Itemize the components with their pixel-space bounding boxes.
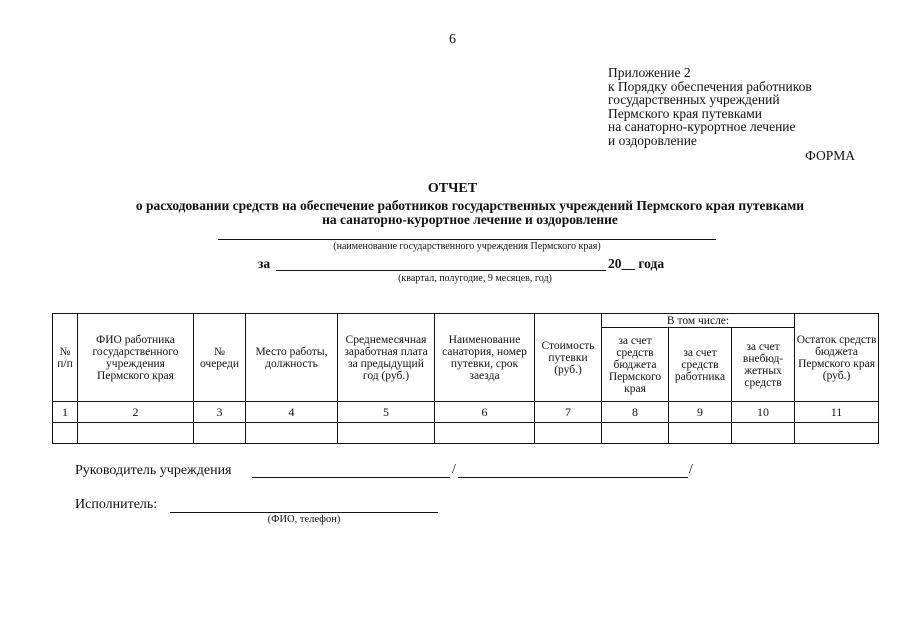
header-col-8: за счет средств бюджета Пермского края [602,328,669,402]
table-cell [246,423,338,444]
column-number: 1 [53,402,78,423]
appendix-line: Пермского края путевками [608,105,763,121]
header-col-9: за счет средств работника [669,328,732,402]
table-cell [795,423,879,444]
period-line [276,270,606,271]
executor-caption: (ФИО, телефон) [267,514,341,525]
appendix-line: к Порядку обеспечения работников [608,78,812,94]
table-cell [732,423,795,444]
institution-caption: (наименование государственного учреждения Пермского края) [333,241,601,252]
head-label: Руководитель учреждения [75,463,232,478]
column-number: 3 [194,402,246,423]
table-cell [435,423,535,444]
period-year: 20__ года [608,256,665,271]
report-subtitle-line: о расходовании средств на обеспечение работников государственных учреждений Пермского края путевками [135,198,805,213]
institution-name-line [218,239,716,240]
form-label: ФОРМА [805,148,855,163]
appendix-line: государственных учреждений [608,92,780,108]
column-number: 10 [732,402,795,423]
header-col-2: ФИО работника государственного учреждения Пермского края [78,314,194,402]
column-number: 6 [435,402,535,423]
report-title: ОТЧЕТ [427,181,478,196]
header-group: В том числе: [602,314,795,328]
signature-slash: / [452,462,456,477]
head-signature-line [252,477,450,478]
column-number: 7 [535,402,602,423]
header-col-3: № очереди [194,314,246,402]
header-col-11: Остаток средств бюджета Пермского края (руб.) [795,314,879,402]
executor-line [170,512,438,513]
report-table [52,313,879,444]
column-number: 11 [795,402,879,423]
table-header-row [53,314,879,328]
table-cell [535,423,602,444]
report-subtitle-line: на санаторно-курортное лечение и оздоровление [322,211,618,227]
appendix-block [608,66,898,148]
period-prefix: за [258,256,271,271]
column-number: 4 [246,402,338,423]
appendix-line: Приложение 2 [608,65,691,80]
column-number: 5 [338,402,435,423]
table-cell [338,423,435,444]
head-name-line [458,477,688,478]
table-cell [194,423,246,444]
report-subtitle [90,199,850,226]
header-col-6: Наименование санатория, номер путевки, срок заезда [435,314,535,402]
header-col-5: Среднемесячная заработная плата за предыдущий год (руб.) [338,314,435,402]
page-number: 6 [449,32,456,47]
column-number: 9 [669,402,732,423]
header-col-7: Стоимость путевки (руб.) [535,314,602,402]
table-cell [602,423,669,444]
period-caption: (квартал, полугодие, 9 месяцев, год) [398,273,552,284]
column-number: 8 [602,402,669,423]
column-number: 2 [78,402,194,423]
appendix-line: и оздоровление [608,132,697,148]
signature-slash: / [689,462,693,477]
table-number-row [53,402,879,423]
table-cell [669,423,732,444]
table-row [53,423,879,444]
appendix-line: на санаторно-курортное лечение [608,119,796,135]
executor-label: Исполнитель: [75,497,158,512]
header-col-4: Место работы, должность [246,314,338,402]
table-cell [53,423,78,444]
table-cell [78,423,194,444]
header-col-10: за счет внебюд-жетных средств [732,328,795,402]
header-col-1: № п/п [53,314,78,402]
